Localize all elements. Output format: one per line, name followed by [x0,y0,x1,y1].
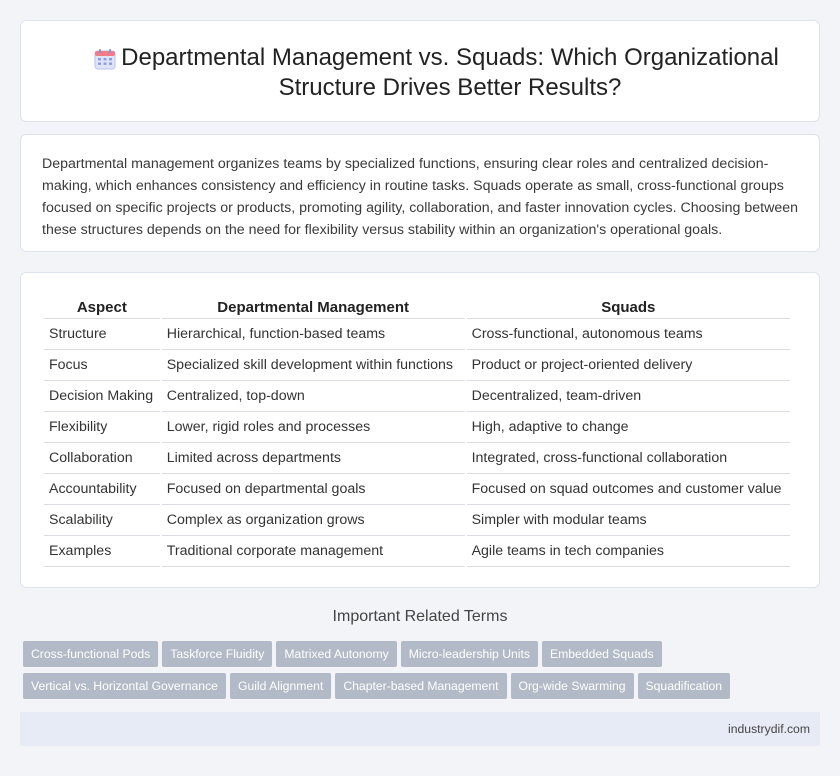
table-row [44,474,790,505]
cell-departmental: Limited across departments [162,443,465,474]
cell-squads: Agile teams in tech companies [467,536,790,567]
cell-squads: Product or project-oriented delivery [467,350,790,381]
table-row [44,536,790,567]
related-term-tag[interactable]: Guild Alignment [230,673,331,699]
cell-aspect: Flexibility [44,412,160,443]
footer-bar [20,712,820,746]
related-term-tag[interactable]: Matrixed Autonomy [276,641,396,667]
cell-departmental: Traditional corporate management [162,536,465,567]
related-term-tag[interactable]: Taskforce Fluidity [162,641,272,667]
table-row [44,319,790,350]
table-header-row [44,295,790,319]
footer-site-link[interactable]: industrydif.com [728,722,810,736]
related-term-tag[interactable]: Micro-leadership Units [401,641,538,667]
related-term-tag[interactable]: Cross-functional Pods [23,641,158,667]
cell-departmental: Focused on departmental goals [162,474,465,505]
header-departmental: Departmental Management [162,295,465,319]
table-row [44,381,790,412]
related-terms-row [23,673,734,699]
header-squads: Squads [467,295,790,319]
related-term-tag[interactable]: Squadification [638,673,731,699]
table-row [44,443,790,474]
related-term-tag[interactable]: Vertical vs. Horizontal Governance [23,673,226,699]
cell-aspect: Collaboration [44,443,160,474]
header-aspect: Aspect [44,295,160,319]
page-title: Departmental Management vs. Squads: Which Organizational Structure Drives Better Results? [121,44,779,101]
cell-aspect: Examples [44,536,160,567]
cell-aspect: Structure [44,319,160,350]
table-row [44,412,790,443]
intro-card [20,134,820,252]
cell-squads: Integrated, cross-functional collaboration [467,443,790,474]
cell-aspect: Focus [44,350,160,381]
related-term-tag[interactable]: Embedded Squads [542,641,662,667]
comparison-table [42,295,792,567]
cell-squads: High, adaptive to change [467,412,790,443]
cell-aspect: Scalability [44,505,160,536]
related-terms-heading: Important Related Terms [332,608,508,625]
cell-squads: Focused on squad outcomes and customer value [467,474,790,505]
comparison-card [20,272,820,588]
table-row [44,350,790,381]
related-term-tag[interactable]: Org-wide Swarming [511,673,634,699]
cell-squads: Simpler with modular teams [467,505,790,536]
cell-aspect: Accountability [44,474,160,505]
cell-departmental: Centralized, top-down [162,381,465,412]
cell-departmental: Complex as organization grows [162,505,465,536]
table-row [44,505,790,536]
cell-departmental: Hierarchical, function-based teams [162,319,465,350]
related-term-tag[interactable]: Chapter-based Management [335,673,506,699]
cell-aspect: Decision Making [44,381,160,412]
related-terms-row [23,641,666,667]
cell-squads: Decentralized, team-driven [467,381,790,412]
cell-departmental: Lower, rigid roles and processes [162,412,465,443]
cell-departmental: Specialized skill development within functions [162,350,465,381]
title-card [20,20,820,122]
intro-paragraph: Departmental management organizes teams by specialized functions, ensuring clear roles and centralized decision-making, which enhances consistency and efficiency in routine tasks. Squads operate as small, cross-functional groups focused on specific projects or products, promoting agility, collaboration, and faster innovation cycles. Choosing between these structures depends on the need for flexibility versus stability within an organization's operational goals. [42,156,799,238]
cell-squads: Cross-functional, autonomous teams [467,319,790,350]
